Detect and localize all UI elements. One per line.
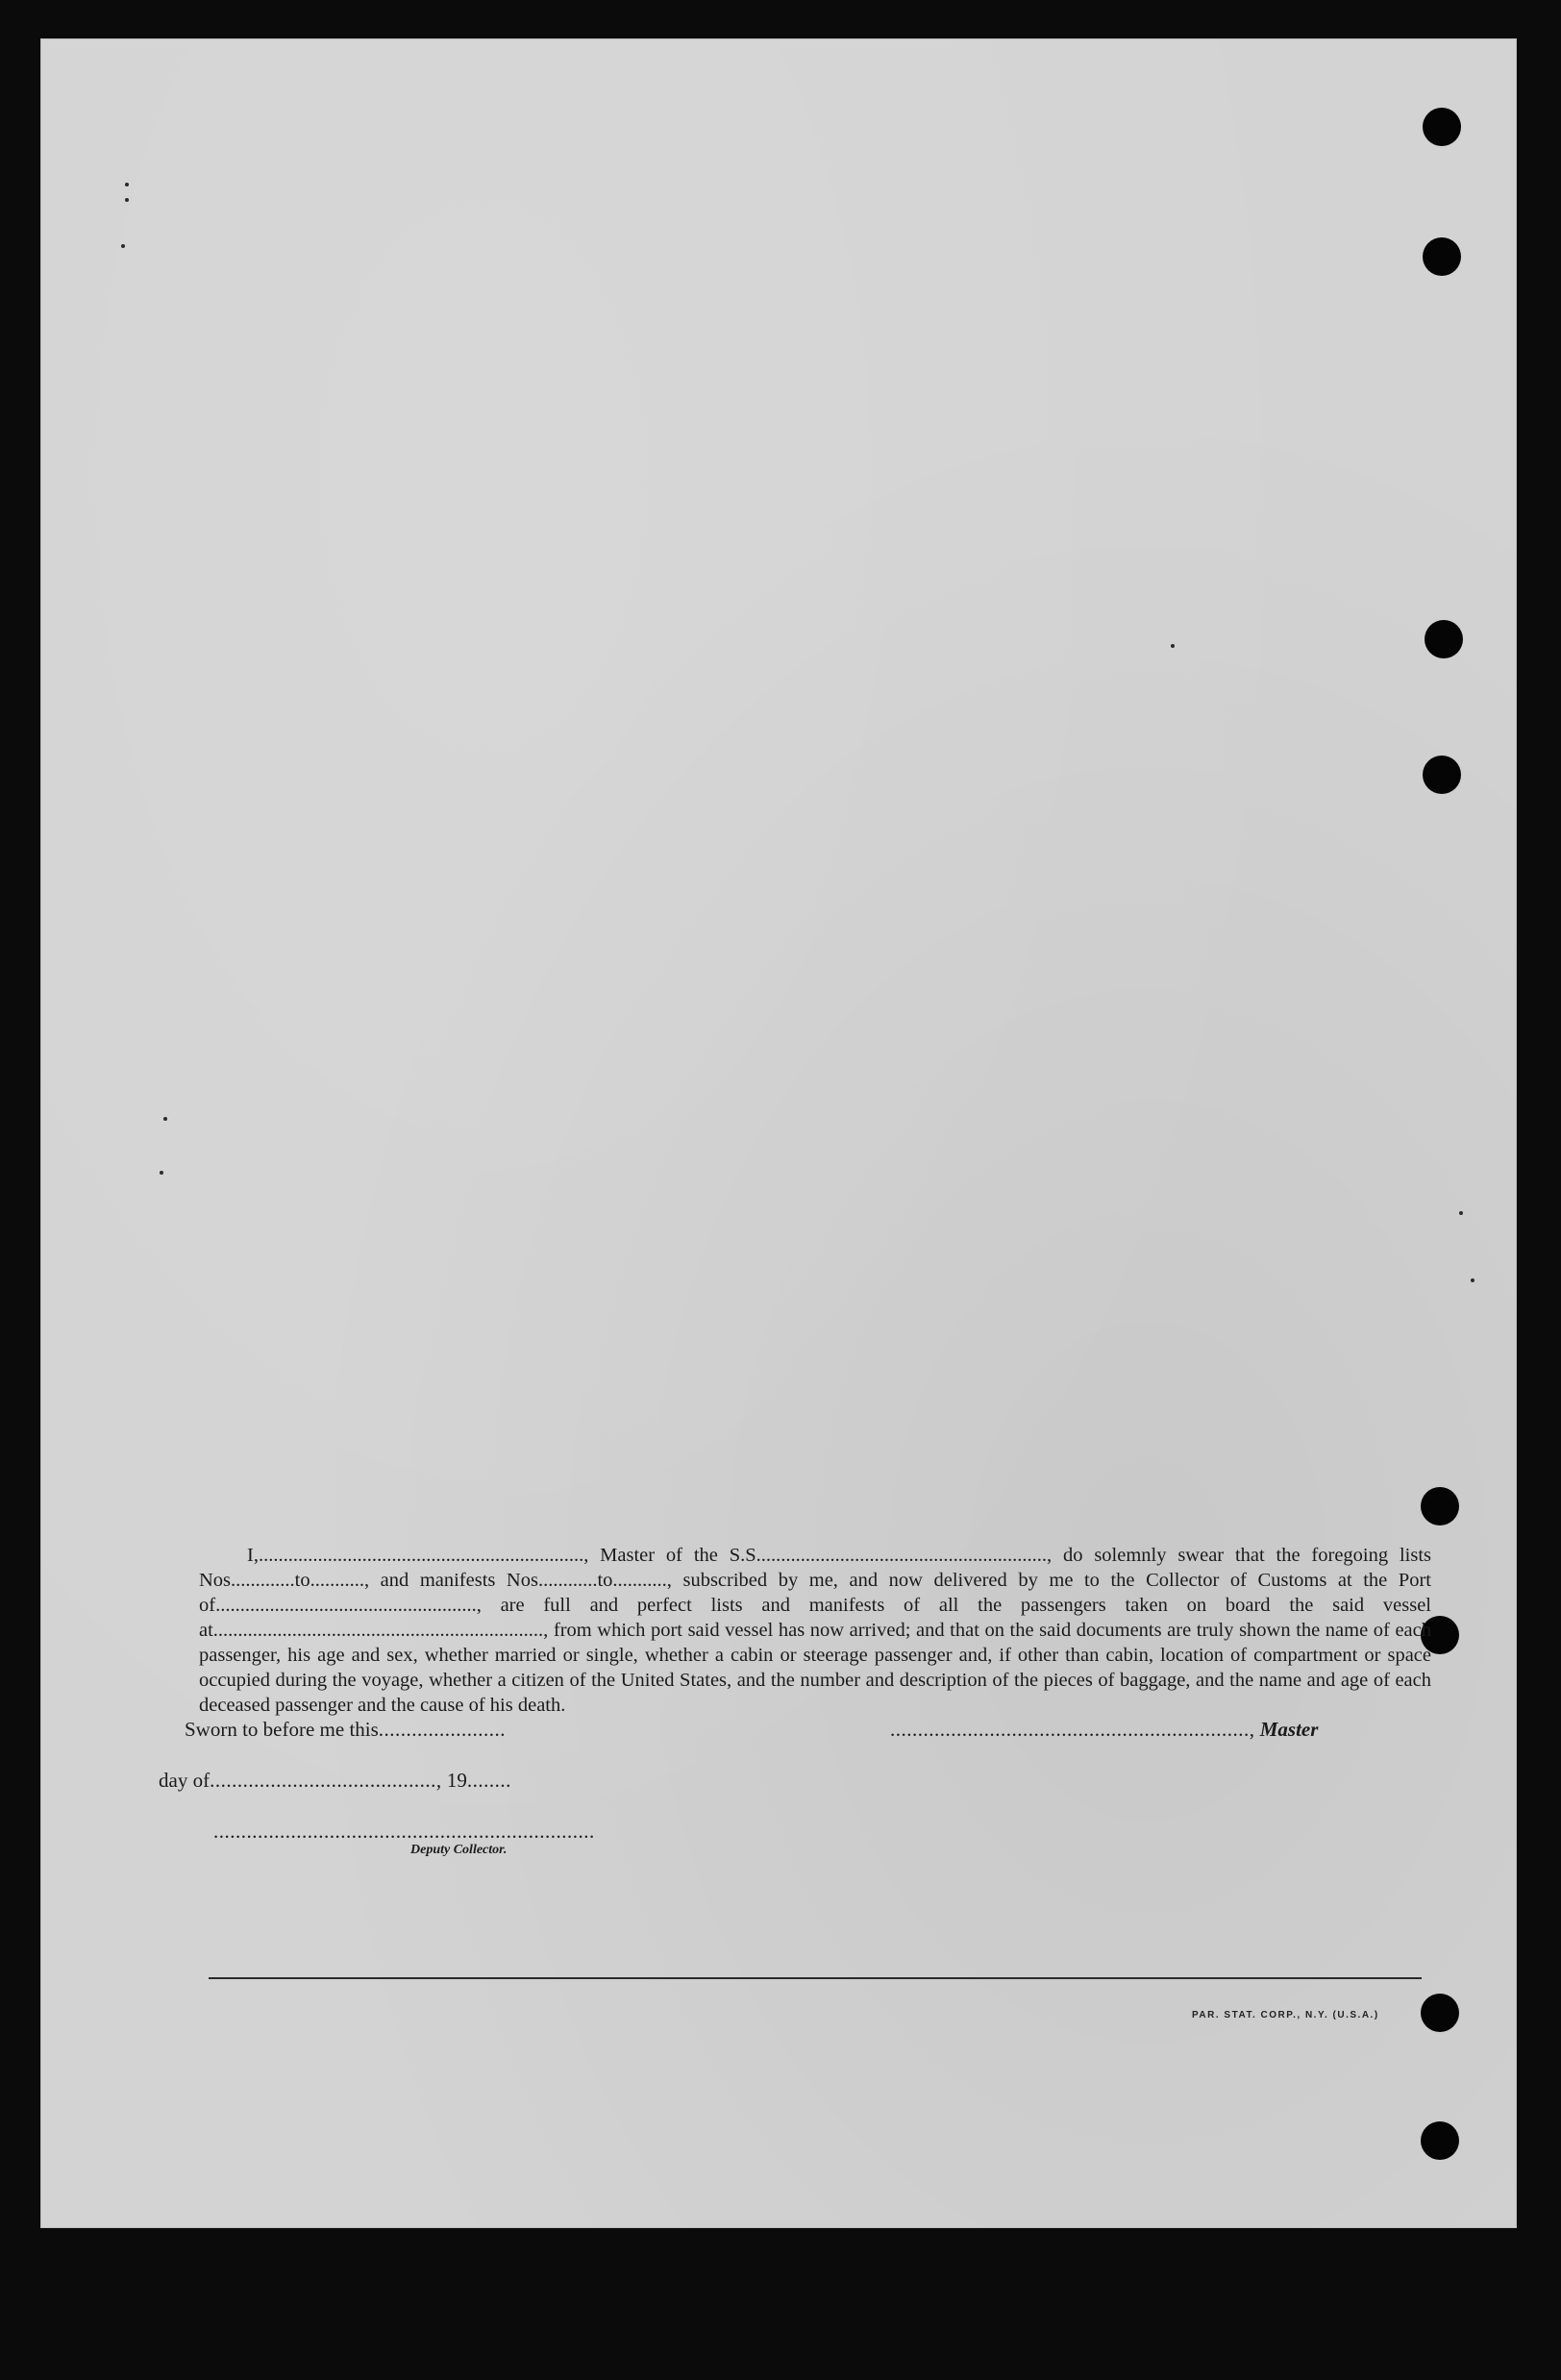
deputy-signature-dots: ..................................................................... bbox=[213, 1820, 595, 1843]
punch-hole bbox=[1425, 620, 1463, 658]
day-line bbox=[159, 1769, 511, 1793]
punch-hole bbox=[1421, 1994, 1459, 2032]
scan-speck bbox=[121, 244, 125, 248]
scan-speck bbox=[125, 198, 129, 202]
master-label: Master bbox=[1259, 1718, 1319, 1741]
day-blank[interactable]: ........................................., bbox=[210, 1769, 442, 1792]
scan-speck bbox=[1171, 644, 1175, 648]
manifest-page-back bbox=[40, 38, 1517, 2228]
year-label: 19 bbox=[446, 1769, 467, 1792]
scan-speck bbox=[160, 1171, 163, 1175]
year-blank[interactable]: ........ bbox=[466, 1769, 511, 1792]
punch-hole bbox=[1423, 237, 1461, 276]
scan-speck bbox=[125, 183, 129, 186]
sworn-label: Sworn to before me this bbox=[185, 1718, 379, 1741]
scan-speck bbox=[1471, 1278, 1474, 1282]
scan-speck bbox=[163, 1117, 167, 1121]
scan-speck bbox=[1459, 1211, 1463, 1215]
day-label: day of bbox=[159, 1769, 211, 1792]
printer-mark: PAR. STAT. CORP., N.Y. (U.S.A.) bbox=[1192, 2010, 1379, 2021]
deputy-signature-blank[interactable] bbox=[213, 1820, 595, 1844]
punch-hole bbox=[1423, 756, 1461, 794]
oath-paragraph: I,.................................................................., Master of the S.S..........................................................., do solemnly swear that the foregoing lists Nos.............to..........., and manifests Nos............to..........., subscribed by me, and now delivered by me to the Collector of Customs at the Port of....................................................., are full and perfect lists and manifests of all the passengers taken on board the said vessel at..................................................................., from which port said vessel has now arrived; and that on the said documents are truly shown the name of each passenger, his age and sex, whether married or single, whether a cabin or steerage passenger and, if other than cabin, location of compartment or space occupied during the voyage, whether a citizen of the United States, and the number and description of the pieces of baggage, and the name and age of each deceased passenger and the cause of his death. bbox=[199, 1545, 1431, 1716]
punch-hole bbox=[1423, 108, 1461, 146]
sworn-line bbox=[185, 1718, 506, 1742]
footer-rule bbox=[209, 1977, 1422, 1979]
punch-hole bbox=[1421, 1487, 1459, 1525]
master-signature-blank[interactable]: ................................................................., bbox=[890, 1718, 1255, 1741]
master-signature-line bbox=[890, 1718, 1318, 1742]
punch-hole bbox=[1421, 2121, 1459, 2160]
sworn-date-blank[interactable]: ....................... bbox=[378, 1718, 507, 1741]
deputy-collector-label: Deputy Collector. bbox=[410, 1843, 508, 1857]
master-oath bbox=[199, 1543, 1431, 1718]
